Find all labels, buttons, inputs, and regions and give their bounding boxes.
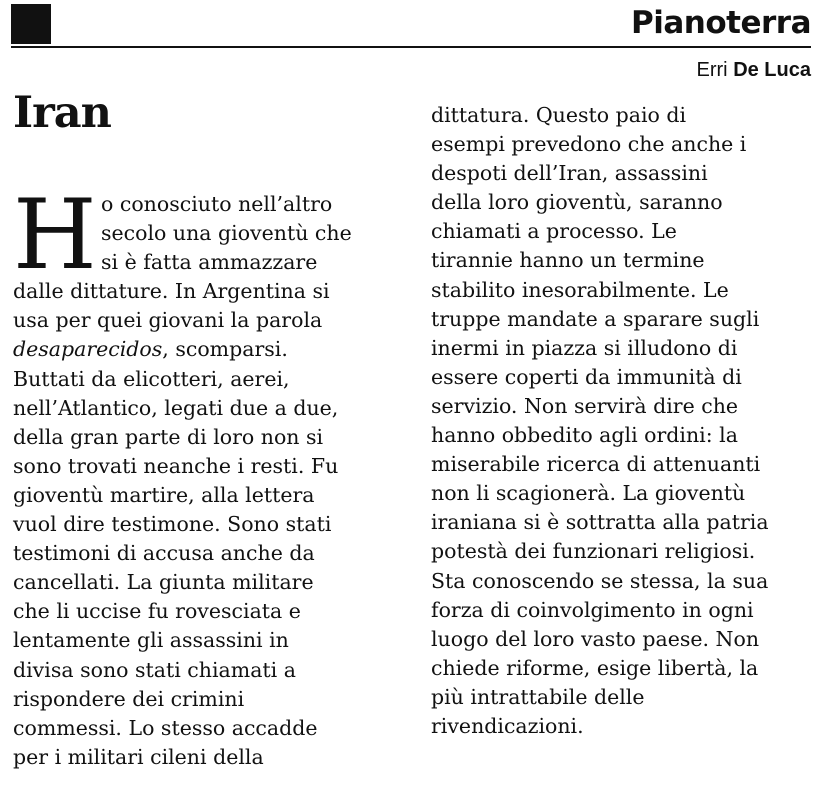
article-column-left xyxy=(13,190,398,772)
author-last-name: De Luca xyxy=(733,59,811,81)
text-line: che li uccise fu rovesciata e xyxy=(13,599,301,624)
text-line: nell’Atlantico, legati due a due, xyxy=(13,395,339,420)
text-line: servizio. Non servirà dire che xyxy=(431,393,739,418)
text-line: chiede riforme, esige libertà, la xyxy=(431,655,759,680)
text-line: truppe mandate a sparare sugli xyxy=(431,306,760,331)
text-line: essere coperti da immunità di xyxy=(431,364,742,389)
byline xyxy=(697,57,811,83)
drop-cap: H xyxy=(13,179,97,291)
text-line: della gran parte di loro non si xyxy=(13,424,324,449)
text-line: rivendicazioni. xyxy=(431,713,584,738)
text-fragment: , scomparsi. xyxy=(162,337,288,362)
text-line: della loro gioventù, saranno xyxy=(431,190,723,215)
text-line: vuol dire testimone. Sono stati xyxy=(13,512,332,537)
text-line: secolo una gioventù che xyxy=(101,221,352,246)
author-first-name: Erri xyxy=(696,59,728,81)
text-line: divisa sono stati chiamati a xyxy=(13,657,296,682)
text-line: cancellati. La giunta militare xyxy=(13,570,314,595)
text-line: più intrattabile delle xyxy=(431,684,645,709)
text-line: chiamati a processo. Le xyxy=(431,219,677,244)
text-line: stabilito inesorabilmente. Le xyxy=(431,277,729,302)
header-rule xyxy=(11,46,811,48)
article-title: Iran xyxy=(13,88,111,138)
text-line: o conosciuto nell’altro xyxy=(101,192,333,216)
text-line: testimoni di accusa anche da xyxy=(13,541,315,566)
text-line: non li scagionerà. La gioventù xyxy=(431,481,746,506)
text-line: gioventù martire, alla lettera xyxy=(13,482,315,507)
text-line: dalle dittature. In Argentina si xyxy=(13,279,330,304)
text-line: potestà dei funzionari religiosi. xyxy=(431,539,756,564)
text-line xyxy=(13,335,398,364)
text-line: despoti dell’Iran, assassini xyxy=(431,161,708,186)
text-line: Sta conoscendo se stessa, la sua xyxy=(431,568,769,593)
text-line: hanno obbedito agli ordini: la xyxy=(431,423,738,448)
text-line: luogo del loro vasto paese. Non xyxy=(431,626,760,651)
text-line: si è fatta ammazzare xyxy=(101,250,318,275)
text-line: per i militari cileni della xyxy=(13,744,264,769)
text-line: inermi in piazza si illudono di xyxy=(431,335,738,360)
text-line: iraniana si è sottratta alla patria xyxy=(431,510,769,535)
text-line: tirannie hanno un termine xyxy=(431,248,705,273)
section-rubric: Pianoterra xyxy=(631,5,811,41)
text-line: forza di coinvolgimento in ogni xyxy=(431,597,754,622)
text-line: esempi prevedono che anche i xyxy=(431,132,747,157)
text-line: sono trovati neanche i resti. Fu xyxy=(13,453,339,478)
text-line: usa per quei giovani la parola xyxy=(13,308,323,333)
article-column-right xyxy=(431,101,811,741)
text-line: lentamente gli assassini in xyxy=(13,628,289,653)
text-line: miserabile ricerca di attenuanti xyxy=(431,452,761,477)
section-marker-square xyxy=(11,4,51,44)
text-line: commessi. Lo stesso accadde xyxy=(13,715,318,740)
text-line: Buttati da elicotteri, aerei, xyxy=(13,366,290,391)
text-line: dittatura. Questo paio di xyxy=(431,103,687,127)
italic-term: desaparecidos xyxy=(13,337,163,362)
text-line: rispondere dei crimini xyxy=(13,686,245,711)
